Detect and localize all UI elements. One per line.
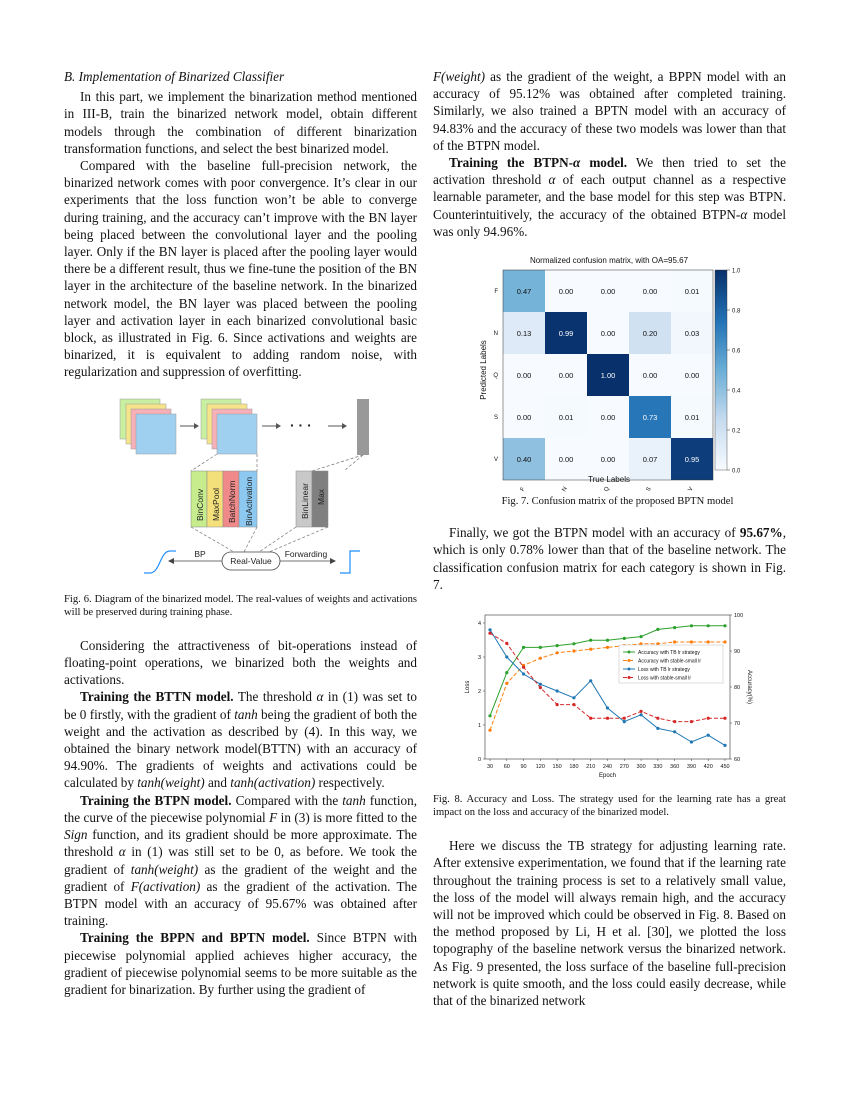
x-tick-label: 60 bbox=[503, 764, 510, 771]
x-tick-label: 90 bbox=[520, 764, 527, 771]
data-point bbox=[690, 624, 693, 627]
matrix-cell-value: 0.00 bbox=[516, 371, 532, 381]
colorbar-tick: 0.0 bbox=[732, 468, 741, 475]
data-point bbox=[556, 651, 559, 654]
data-point bbox=[606, 639, 609, 642]
data-point bbox=[488, 729, 491, 732]
left-tick-label: 2 bbox=[477, 689, 481, 696]
left-column bbox=[64, 68, 417, 998]
y-tick-label: F bbox=[494, 289, 498, 296]
paragraph-bn-placement: Compared with the baseline full-precision network, the binarized network comes with poor convergence. It’s clear in our experiments that the loss function won’t be able to converge during training, and the accuracy can’t improve with the BN layer being placed between the convolutional layer and the pooling layer. Only if the BN layer is placed after the pooling layer would there be a different result, thus we fine-tune the position of the BN layer in the architecture of the baseline network. In the binarized network model, the BN layer was placed between the pooling layer and activation layer in each binarized convolutional basic block, as illustrated in Fig. 6. Since activations and weights are binarized, it is equivalent to adding random noise, with regularization and suppression of overfitting. bbox=[64, 158, 417, 380]
data-point bbox=[505, 655, 508, 658]
matrix-cell-value: 0.00 bbox=[684, 371, 700, 381]
paragraph-intro: In this part, we implement the binarization method mentioned in III-B, train the binarized network model, obtain different models through the combination of different binarization transformation functions, and select the best binarized model. bbox=[64, 89, 417, 156]
matrix-cell-value: 0.00 bbox=[600, 287, 616, 297]
data-point bbox=[723, 744, 726, 747]
layer-label-binconv: BinConv bbox=[195, 488, 205, 521]
data-point bbox=[572, 696, 575, 699]
layer-label-binlinear: BinLinear bbox=[300, 482, 310, 519]
x-tick-label: F bbox=[519, 486, 527, 493]
left-tick-label: 0 bbox=[477, 757, 481, 764]
confusion-matrix bbox=[433, 252, 786, 494]
confusion-matrix-title: Normalized confusion matrix, with OA=95.67 bbox=[529, 256, 689, 266]
figure-8 bbox=[433, 607, 786, 819]
data-point bbox=[690, 720, 693, 723]
matrix-cell-value: 0.47 bbox=[516, 287, 532, 297]
data-point bbox=[522, 672, 525, 675]
x-tick-label: 450 bbox=[720, 764, 730, 771]
data-point bbox=[656, 727, 659, 730]
data-point bbox=[723, 624, 726, 627]
data-point bbox=[723, 717, 726, 720]
figure-6 bbox=[64, 395, 417, 619]
x-tick-label: V bbox=[687, 486, 695, 493]
matrix-cell-value: 0.01 bbox=[684, 287, 700, 297]
layer-label-max: Max bbox=[316, 488, 326, 505]
x-tick-label: 240 bbox=[602, 764, 613, 771]
matrix-cell-value: 0.13 bbox=[516, 329, 532, 339]
paragraph-btpn: Training the BTPN model. Compared with the tanh function, the curve of the piecewise polynomial F in (3) is more fitted to the Sign function, and its gradient should be more approximate. The threshold α in (1) was still set to be 0, as before. We took the gradient of tanh(weight) as the gradient of the weight and the gradient of F(activation) as the gradient of the activation. The BTPN model with an accuracy of 95.67% was obtained after training. bbox=[64, 792, 417, 929]
data-point bbox=[522, 666, 525, 669]
x-tick-label: 270 bbox=[619, 764, 629, 771]
right-tick-label: 100 bbox=[734, 613, 744, 620]
left-tick-label: 3 bbox=[477, 655, 481, 662]
bp-label: BP bbox=[194, 548, 206, 559]
data-point bbox=[589, 648, 592, 651]
data-point bbox=[505, 642, 508, 645]
matrix-cell-value: 0.00 bbox=[558, 455, 574, 465]
y-tick-label: Q bbox=[493, 373, 498, 380]
figure-6-caption: Fig. 6. Diagram of the binarized model. The real-values of weights and activations will be preserved during training phase. bbox=[64, 593, 417, 618]
data-point bbox=[639, 713, 642, 716]
data-point bbox=[656, 717, 659, 720]
data-point bbox=[690, 740, 693, 743]
diagram-dots: · · · bbox=[290, 416, 312, 433]
paragraph-tb-strategy: Here we discuss the TB strategy for adjusting learning rate. After extensive experimentation, we found that if the learning rate throughout the training process is set to a relatively small value, the loss of the model will always remain high, and the accuracy will not be improved which could be observed in Fig. 8. Based on the method proposed by Li, H et al. [30], we plotted the loss topography of the baseline network versus the binarized network. As Fig. 9 presented, the loss surface of the baseline full-precision network is quite smooth, and the loss could easily decrease, while that of the binarized network bbox=[433, 838, 786, 1009]
matrix-cell-value: 0.03 bbox=[684, 329, 700, 339]
right-column bbox=[433, 68, 786, 1009]
data-point bbox=[606, 706, 609, 709]
data-point bbox=[639, 635, 642, 638]
y-axis-label-right: Accuracy(%) bbox=[746, 670, 752, 705]
data-point bbox=[707, 717, 710, 720]
colorbar-tick: 0.8 bbox=[732, 308, 741, 315]
x-tick-label: 360 bbox=[670, 764, 680, 771]
x-tick-label: 300 bbox=[636, 764, 646, 771]
x-tick-label: 150 bbox=[552, 764, 562, 771]
y-tick-label: S bbox=[493, 415, 498, 422]
confusion-matrix-xlabel: True Labels bbox=[588, 475, 630, 485]
data-point bbox=[589, 679, 592, 682]
right-tick-label: 70 bbox=[734, 721, 741, 728]
accuracy-loss-chart bbox=[433, 607, 786, 783]
paragraph-bit-ops: Considering the attractiveness of bit-operations instead of floating-point operations, we binarized both the weights and activations. bbox=[64, 637, 417, 688]
colorbar-tick: 0.4 bbox=[732, 388, 741, 395]
plot-area bbox=[485, 615, 730, 759]
data-point bbox=[673, 720, 676, 723]
colorbar-tick: 0.6 bbox=[732, 348, 741, 355]
data-point bbox=[606, 646, 609, 649]
data-point bbox=[572, 649, 575, 652]
x-axis-label: Epoch bbox=[598, 773, 617, 780]
x-tick-label: 390 bbox=[686, 764, 697, 771]
paragraph-bppn: Training the BPPN and BPTN model. Since BTPN with piecewise polynomial applied achieves higher accuracy, the gradient of piecewise polynomial seems to be more suitable as the gradient for binarization. By further using the gradient of bbox=[64, 930, 418, 997]
data-point bbox=[505, 682, 508, 685]
binarized-model-diagram bbox=[64, 395, 417, 583]
legend-entry: Loss with stable-small lr bbox=[638, 675, 692, 682]
x-tick-label: 30 bbox=[486, 764, 494, 771]
x-tick-label: 330 bbox=[653, 764, 663, 771]
data-point bbox=[589, 639, 592, 642]
matrix-cell-value: 0.95 bbox=[684, 455, 700, 465]
data-point bbox=[673, 730, 676, 733]
matrix-cell-value: 0.00 bbox=[600, 329, 616, 339]
data-point bbox=[522, 646, 525, 649]
data-point bbox=[556, 644, 559, 647]
right-tick-label: 60 bbox=[734, 757, 741, 764]
data-point bbox=[539, 683, 542, 686]
left-tick-label: 1 bbox=[477, 723, 481, 730]
matrix-cell-value: 0.00 bbox=[558, 371, 574, 381]
matrix-cell-value: 0.99 bbox=[558, 329, 574, 339]
layer-label-binactivation: BinActivation bbox=[244, 476, 254, 526]
data-point bbox=[539, 646, 542, 649]
legend-entry: Loss with TB lr strategy bbox=[638, 667, 690, 674]
legend-entry: Accuracy with TB lr strategy bbox=[638, 650, 700, 657]
legend-entry: Accuracy with stable-small lr bbox=[638, 658, 702, 665]
matrix-cell-value: 0.00 bbox=[558, 287, 574, 297]
data-point bbox=[488, 632, 491, 635]
section-title: B. Implementation of Binarized Classifier bbox=[64, 69, 285, 84]
y-axis-label-left: Loss bbox=[465, 680, 471, 694]
data-point bbox=[707, 734, 710, 737]
x-tick-label: 210 bbox=[586, 764, 596, 771]
data-point bbox=[673, 640, 676, 643]
matrix-cell-value: 0.73 bbox=[642, 413, 658, 423]
data-point bbox=[707, 624, 710, 627]
x-tick-label: S bbox=[645, 486, 653, 493]
data-point bbox=[572, 642, 575, 645]
data-point bbox=[488, 628, 491, 631]
forwarding-label: Forwarding bbox=[284, 548, 328, 559]
data-point bbox=[707, 640, 710, 643]
right-tick-label: 80 bbox=[734, 685, 741, 692]
tanh-curve bbox=[150, 551, 170, 573]
figure-8-caption: Fig. 8. Accuracy and Loss. The strategy used for the learning rate has a great impact on the loss and accuracy of the binarized model. bbox=[433, 794, 786, 819]
figure-7-caption: Fig. 7. Confusion matrix of the proposed BPTN model bbox=[501, 496, 734, 508]
sign-step bbox=[340, 551, 360, 573]
matrix-cell-value: 0.00 bbox=[516, 413, 532, 423]
paragraph-bppn-cont: F(weight) as the gradient of the weight, a BPPN model with an accuracy of 95.12% was obtained after completed training. Similarly, we also trained a BPTN model with an accuracy of 94.83% and the accuracy of these two models was lower than that of the BTPN model. bbox=[433, 69, 786, 153]
paragraph-final-accuracy: Finally, we got the BTPN model with an accuracy of 95.67%, which is only 0.78% lower than that of the baseline network. The classification confusion matrix for each category is shown in Fig. 7. bbox=[433, 525, 786, 592]
figure-7 bbox=[433, 252, 786, 508]
data-point bbox=[505, 671, 508, 674]
matrix-cell-value: 0.01 bbox=[684, 413, 700, 423]
matrix-cell-value: 0.20 bbox=[642, 329, 658, 339]
y-tick-label: N bbox=[493, 331, 498, 338]
right-tick-label: 90 bbox=[734, 649, 741, 656]
data-point bbox=[673, 626, 676, 629]
data-point bbox=[656, 628, 659, 631]
matrix-cell-value: 0.01 bbox=[558, 413, 574, 423]
data-point bbox=[488, 714, 491, 717]
matrix-cell-value: 0.00 bbox=[600, 455, 616, 465]
colorbar bbox=[715, 270, 727, 470]
y-tick-label: V bbox=[493, 457, 498, 464]
matrix-cell-value: 0.00 bbox=[642, 371, 658, 381]
x-tick-label: 120 bbox=[535, 764, 545, 771]
colorbar-tick: 1.0 bbox=[732, 268, 741, 275]
data-point bbox=[539, 657, 542, 660]
matrix-cell-value: 0.00 bbox=[600, 413, 616, 423]
data-point bbox=[572, 703, 575, 706]
data-point bbox=[589, 717, 592, 720]
paragraph-btpn-alpha: Training the BTPN-α model. We then tried to set the activation threshold α of each output channel as a respective learnable parameter, and the base model for this step was BTPN. Counterintuitively, the accuracy of the obtained BTPN-α model was only 94.96%. bbox=[433, 155, 787, 239]
layer-label-maxpool: MaxPool bbox=[211, 487, 221, 521]
real-value-label: Real-Value bbox=[230, 555, 272, 566]
matrix-cell-value: 0.40 bbox=[516, 455, 532, 465]
matrix-cell-value: 0.07 bbox=[642, 455, 658, 465]
data-point bbox=[539, 686, 542, 689]
data-point bbox=[639, 710, 642, 713]
colorbar-tick: 0.2 bbox=[732, 428, 741, 435]
x-tick-label: 420 bbox=[703, 764, 713, 771]
data-point bbox=[556, 703, 559, 706]
data-point bbox=[623, 637, 626, 640]
paragraph-bttn: Training the BTTN model. The threshold α in (1) was set to be 0 firstly, with the gradient of tanh being the gradient of both the weight and the activation as described by (4). In this way, we obtained the binary network model(BTTN) with an accuracy of 94.90%. The gradients of weights and activations could be calculated by tanh(weight) and tanh(activation) respectively. bbox=[64, 689, 417, 791]
x-tick-label: Q bbox=[603, 486, 611, 494]
data-point bbox=[606, 717, 609, 720]
x-tick-label: 180 bbox=[569, 764, 579, 771]
data-point bbox=[623, 717, 626, 720]
confusion-matrix-ylabel: Predicted Labels bbox=[479, 340, 488, 400]
data-point bbox=[723, 640, 726, 643]
layer-label-batchnorm: BatchNorm bbox=[227, 480, 237, 523]
data-point bbox=[690, 640, 693, 643]
matrix-cell-value: 1.00 bbox=[600, 371, 616, 381]
data-point bbox=[623, 720, 626, 723]
x-tick-label: N bbox=[561, 486, 569, 493]
left-tick-label: 4 bbox=[477, 621, 481, 628]
data-point bbox=[556, 689, 559, 692]
matrix-cell-value: 0.00 bbox=[642, 287, 658, 297]
